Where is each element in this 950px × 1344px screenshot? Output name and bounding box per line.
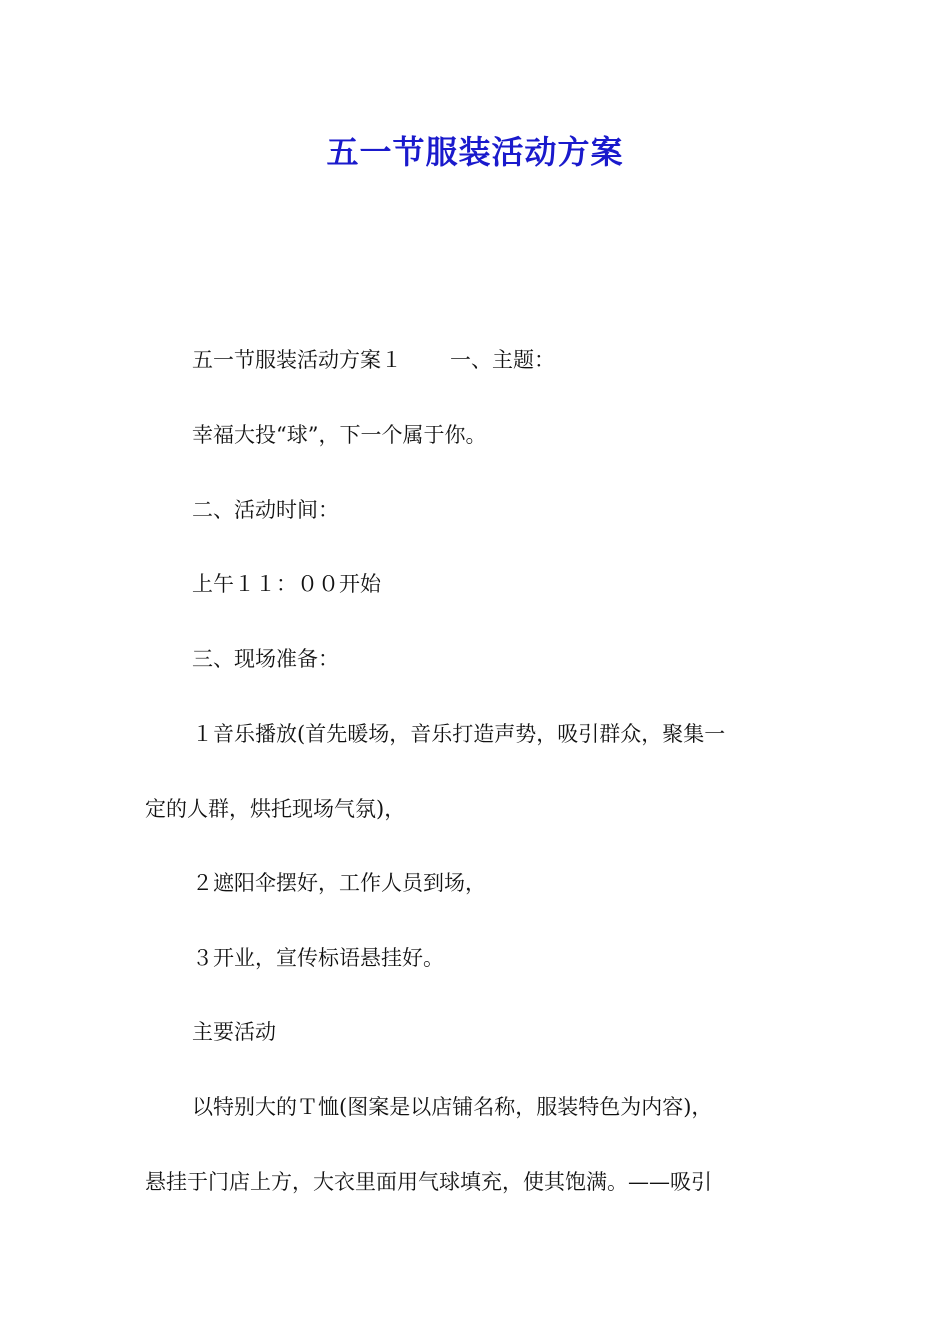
paragraph-6-continued: 定的人群，烘托现场气氛)， (145, 797, 406, 821)
paragraph-10: 以特别大的Ｔ恤(图案是以店铺名称，服装特色为内容)， (192, 1095, 713, 1119)
document-title: 五一节服装活动方案 (326, 133, 624, 171)
paragraph-9: 主要活动 (192, 1020, 276, 1044)
paragraph-1-tail: 一、主题： (450, 348, 555, 372)
paragraph-6: １音乐播放(首先暖场，音乐打造声势，吸引群众，聚集一 (192, 722, 726, 746)
paragraph-3: 二、活动时间： (192, 498, 339, 522)
paragraph-2: 幸福大投“球”，下一个属于你。 (192, 423, 487, 447)
paragraph-8: ３开业，宣传标语悬挂好。 (192, 946, 444, 970)
paragraph-10-continued: 悬挂于门店上方，大衣里面用气球填充，使其饱满。——吸引 (145, 1170, 712, 1194)
paragraph-7: ２遮阳伞摆好，工作人员到场， (192, 871, 486, 895)
paragraph-4: 上午１１：００开始 (192, 572, 381, 596)
paragraph-1-lead: 五一节服装活动方案１ (192, 348, 402, 372)
paragraph-5: 三、现场准备： (192, 647, 339, 671)
paragraph-1 (192, 346, 555, 374)
